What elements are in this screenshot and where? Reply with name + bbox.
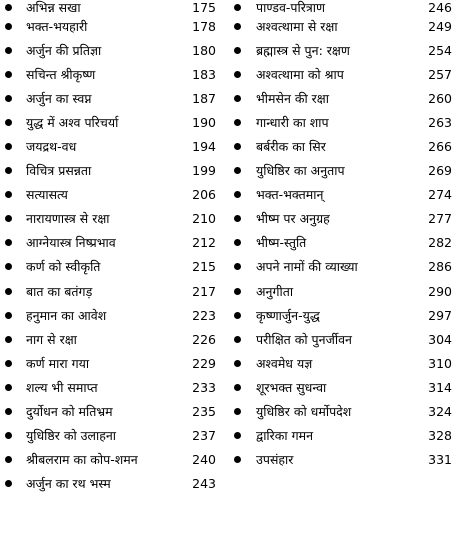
toc-entry-title: उपसंहार	[256, 452, 294, 468]
toc-entry[interactable]	[0, 231, 222, 255]
toc-entry[interactable]	[0, 327, 222, 351]
bullet-icon	[5, 167, 12, 174]
toc-entry-title: जयद्रथ-वध	[26, 139, 77, 155]
bullet-icon	[234, 47, 241, 54]
bullet-icon	[234, 288, 241, 295]
bullet-icon	[234, 143, 241, 150]
toc-entry[interactable]	[0, 86, 222, 110]
toc-entry-title: नारायणास्त्र से रक्षा	[26, 211, 110, 227]
toc-entry[interactable]	[232, 134, 454, 158]
bullet-icon	[5, 408, 12, 415]
bullet-icon	[5, 71, 12, 78]
toc-entry[interactable]	[0, 424, 222, 448]
bullet-icon	[5, 143, 12, 150]
toc-entry-title: नाग से रक्षा	[26, 331, 77, 347]
bullet-icon	[234, 456, 241, 463]
bullet-icon	[234, 408, 241, 415]
toc-entry-title: गान्धारी का शाप	[256, 114, 329, 130]
bullet-icon	[234, 167, 241, 174]
toc-entry-title: पाण्डव-परित्राण	[256, 0, 326, 15]
toc-left-column	[0, 0, 222, 496]
toc-entry-page: 217	[192, 283, 216, 299]
toc-entry[interactable]	[232, 327, 454, 351]
toc-entry-title: भक्त-भयहारी	[26, 18, 88, 34]
toc-entry-page: 226	[192, 331, 216, 347]
toc-entry-title: अनुगीता	[256, 283, 294, 299]
toc-entry-title: परीक्षित को पुनर्जीवन	[256, 331, 352, 347]
bullet-icon	[234, 312, 241, 319]
bullet-icon	[5, 480, 12, 487]
toc-entry-page: 235	[192, 404, 216, 420]
toc-entry-page: 199	[192, 163, 216, 179]
toc-entry-page: 277	[428, 211, 452, 227]
toc-entry-page: 331	[428, 452, 452, 468]
bullet-icon	[5, 215, 12, 222]
toc-entry[interactable]	[232, 424, 454, 448]
toc-entry-page: 237	[192, 428, 216, 444]
toc-entry[interactable]	[232, 159, 454, 183]
toc-entry-page: 215	[192, 259, 216, 275]
toc-entry-title: भीमसेन की रक्षा	[256, 90, 329, 106]
toc-entry-title: अश्वमेध यज्ञ	[256, 355, 313, 371]
toc-entry[interactable]	[0, 134, 222, 158]
bullet-icon	[5, 384, 12, 391]
toc-entry[interactable]	[0, 351, 222, 375]
toc-entry-page: 249	[428, 18, 452, 34]
toc-entry-page: 290	[428, 283, 452, 299]
toc-entry-page: 246	[428, 0, 452, 15]
toc-entry-page: 183	[192, 66, 216, 82]
toc-entry[interactable]	[232, 400, 454, 424]
toc-entry-title: कर्ण मारा गया	[26, 355, 90, 371]
toc-entry[interactable]	[0, 38, 222, 62]
toc-entry-title: युधिष्ठिर का अनुताप	[256, 163, 345, 179]
toc-entry[interactable]	[0, 255, 222, 279]
bullet-icon	[5, 191, 12, 198]
toc-entry[interactable]	[0, 14, 222, 38]
bullet-icon	[234, 384, 241, 391]
toc-entry[interactable]	[232, 207, 454, 231]
toc-entry[interactable]	[232, 14, 454, 38]
toc-entry-title: ब्रह्मास्त्र से पुन: रक्षण	[256, 42, 350, 58]
toc-entry-page: 175	[192, 0, 216, 15]
toc-entry-title: अश्वत्थामा को श्राप	[256, 66, 344, 82]
bullet-icon	[234, 191, 241, 198]
toc-entry-title: अर्जुन की प्रतिज्ञा	[26, 42, 102, 58]
toc-entry[interactable]	[0, 62, 222, 86]
bullet-icon	[5, 360, 12, 367]
toc-entry-page: 328	[428, 428, 452, 444]
toc-entry-title: बात का बतंगड़	[26, 283, 93, 299]
toc-entry-title: अपने नामों की व्याख्या	[256, 259, 358, 275]
toc-entry[interactable]	[0, 472, 222, 496]
toc-entry-title: भक्त-भक्तमान्	[256, 187, 324, 203]
toc-entry-title: दुर्योधन को मतिभ्रम	[26, 404, 113, 420]
toc-entry-page: 263	[428, 114, 452, 130]
toc-entry-page: 178	[192, 18, 216, 34]
toc-entry-page: 314	[428, 379, 452, 395]
toc-entry-title: सचिन्त श्रीकृष्ण	[26, 66, 96, 82]
toc-entry-title: अश्वत्थामा से रक्षा	[256, 18, 338, 34]
toc-entry-title: सत्यासत्य	[26, 187, 68, 203]
toc-entry-page: 187	[192, 90, 216, 106]
toc-entry-page: 190	[192, 114, 216, 130]
toc-entry[interactable]	[232, 255, 454, 279]
toc-entry-title: शल्य भी समाप्त	[26, 379, 98, 395]
toc-entry[interactable]	[232, 0, 454, 14]
toc-entry[interactable]	[232, 110, 454, 134]
toc-entry-page: 223	[192, 307, 216, 323]
toc-entry-page: 233	[192, 379, 216, 395]
toc-entry[interactable]	[0, 0, 222, 14]
bullet-icon	[234, 360, 241, 367]
toc-entry-page: 274	[428, 187, 452, 203]
bullet-icon	[5, 288, 12, 295]
bullet-icon	[234, 215, 241, 222]
toc-entry-title: द्वारिका गमन	[256, 428, 314, 444]
toc-entry-title: हनुमान का आवेश	[26, 307, 107, 323]
toc-entry[interactable]	[232, 303, 454, 327]
bullet-icon	[234, 23, 241, 30]
toc-entry-page: 324	[428, 404, 452, 420]
bullet-icon	[5, 239, 12, 246]
toc-entry[interactable]	[232, 62, 454, 86]
toc-entry[interactable]	[0, 303, 222, 327]
toc-entry[interactable]	[0, 375, 222, 399]
bullet-icon	[5, 95, 12, 102]
toc-entry-page: 254	[428, 42, 452, 58]
bullet-icon	[5, 312, 12, 319]
toc-entry[interactable]	[0, 207, 222, 231]
toc-entry-title: शूरभक्त सुधन्वा	[256, 379, 327, 395]
toc-entry[interactable]	[0, 400, 222, 424]
toc-entry-page: 194	[192, 139, 216, 155]
toc-entry-page: 266	[428, 139, 452, 155]
bullet-icon	[5, 456, 12, 463]
bullet-icon	[5, 119, 12, 126]
toc-entry-page: 229	[192, 355, 216, 371]
bullet-icon	[234, 4, 241, 11]
toc-entry-page: 180	[192, 42, 216, 58]
toc-entry[interactable]	[232, 375, 454, 399]
toc-entry-page: 210	[192, 211, 216, 227]
toc-right-column	[232, 0, 454, 472]
bullet-icon	[5, 263, 12, 270]
toc-entry-page: 310	[428, 355, 452, 371]
bullet-icon	[5, 4, 12, 11]
toc-entry-title: कर्ण को स्वीकृति	[26, 259, 101, 275]
bullet-icon	[5, 47, 12, 54]
bullet-icon	[5, 336, 12, 343]
bullet-icon	[234, 239, 241, 246]
bullet-icon	[234, 95, 241, 102]
toc-entry-page: 286	[428, 259, 452, 275]
toc-entry-page: 212	[192, 235, 216, 251]
toc-entry-title: अभिन्न सखा	[26, 0, 81, 15]
toc-entry-page: 269	[428, 163, 452, 179]
toc-entry[interactable]	[0, 279, 222, 303]
toc-entry[interactable]	[0, 159, 222, 183]
toc-entry-page: 240	[192, 452, 216, 468]
toc-entry[interactable]	[0, 448, 222, 472]
bullet-icon	[234, 336, 241, 343]
toc-entry[interactable]	[232, 231, 454, 255]
toc-entry-page: 257	[428, 66, 452, 82]
toc-entry-title: विचित्र प्रसन्नता	[26, 163, 92, 179]
toc-entry[interactable]	[232, 351, 454, 375]
toc-entry[interactable]	[232, 183, 454, 207]
toc-entry-page: 297	[428, 307, 452, 323]
bullet-icon	[234, 71, 241, 78]
bullet-icon	[234, 432, 241, 439]
bullet-icon	[5, 23, 12, 30]
toc-entry-page: 304	[428, 331, 452, 347]
toc-entry-title: युद्ध में अश्व परिचर्या	[26, 114, 119, 130]
toc-entry[interactable]	[232, 448, 454, 472]
toc-entry[interactable]	[232, 86, 454, 110]
bullet-icon	[234, 263, 241, 270]
toc-entry-title: कृष्णार्जुन-युद्ध	[256, 307, 320, 323]
toc-entry-title: भीष्म-स्तुति	[256, 235, 307, 251]
toc-entry-title: बर्बरीक का सिर	[256, 139, 326, 155]
bullet-icon	[234, 119, 241, 126]
toc-entry[interactable]	[0, 110, 222, 134]
toc-entry-title: अर्जुन का स्वप्न	[26, 90, 92, 106]
toc-entry-title: युधिष्ठिर को धर्मोपदेश	[256, 404, 352, 420]
toc-entry[interactable]	[232, 38, 454, 62]
toc-entry-title: भीष्म पर अनुग्रह	[256, 211, 330, 227]
toc-entry-title: अर्जुन का रथ भस्म	[26, 476, 111, 492]
toc-entry[interactable]	[0, 183, 222, 207]
toc-entry-page: 206	[192, 187, 216, 203]
toc-entry-page: 243	[192, 476, 216, 492]
bullet-icon	[5, 432, 12, 439]
toc-entry[interactable]	[232, 279, 454, 303]
toc-entry-page: 260	[428, 90, 452, 106]
toc-entry-page: 282	[428, 235, 452, 251]
toc-entry-title: आग्नेयास्त्र निष्प्रभाव	[26, 235, 116, 251]
toc-entry-title: श्रीबलराम का कोप-शमन	[26, 452, 138, 468]
toc-entry-title: युधिष्ठिर को उलाहना	[26, 428, 117, 444]
